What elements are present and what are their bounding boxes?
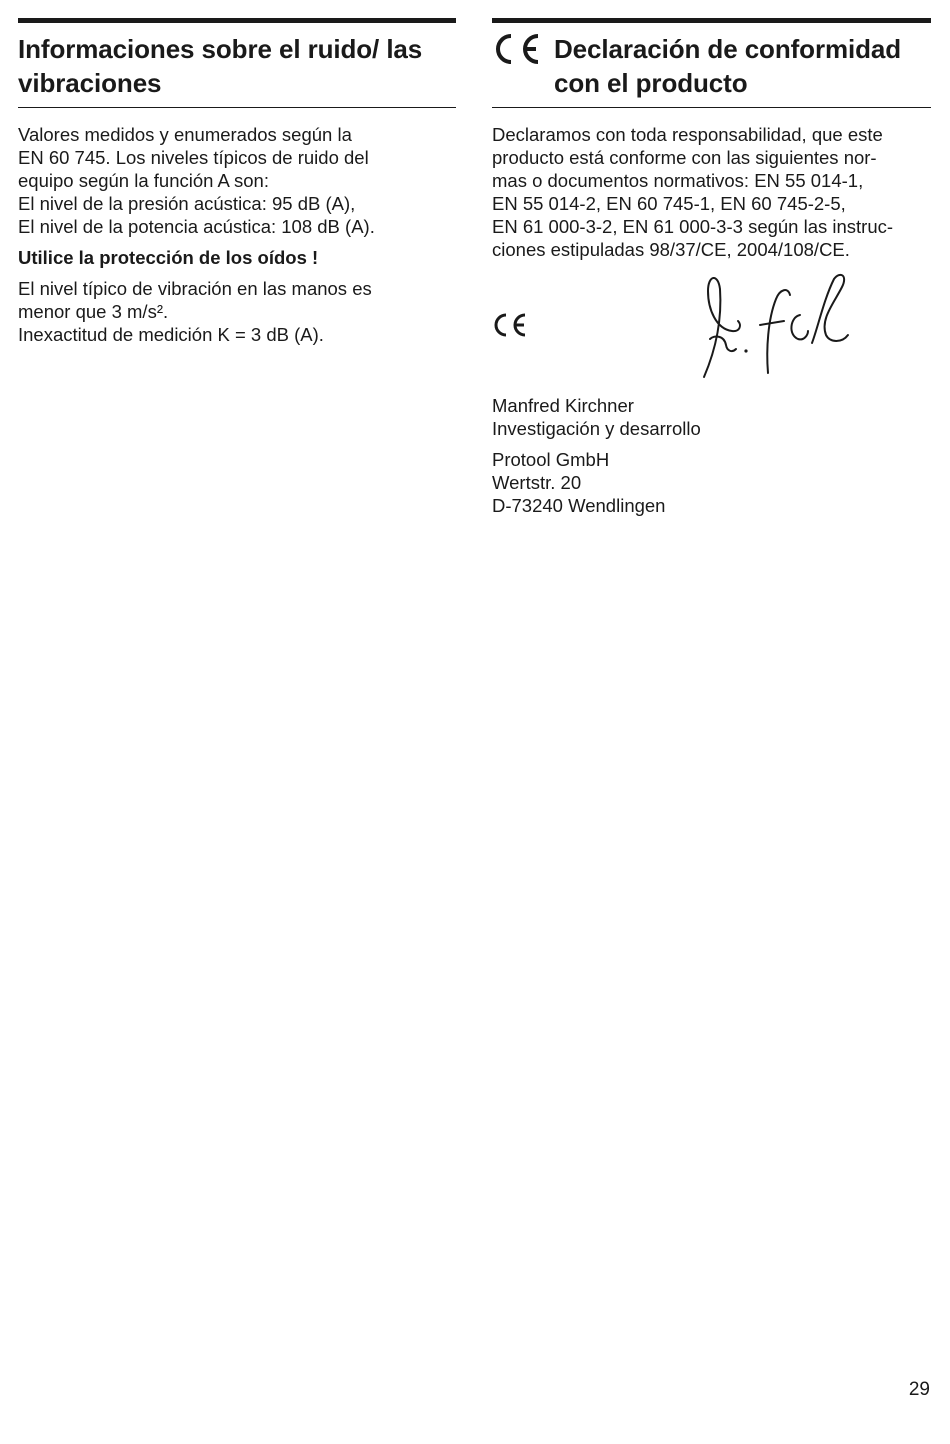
ce-mark-icon [492, 32, 542, 66]
handwritten-signature [696, 269, 852, 379]
text-line: El nivel de la potencia acústica: 108 dB (A). [18, 216, 375, 237]
signer-name: Manfred Kirchner [492, 395, 634, 416]
conformity-heading [492, 23, 931, 108]
heading-line: Declaración de conformidad [554, 34, 902, 64]
text-line: producto está conforme con las siguientes nor- [492, 147, 877, 168]
text-line: EN 60 745. Los niveles típicos de ruido del [18, 147, 369, 168]
text-line: Inexactitud de medición K = 3 dB (A). [18, 324, 324, 345]
company-address [492, 448, 931, 517]
noise-body [18, 123, 456, 346]
text-line: El nivel de la presión acústica: 95 dB (A), [18, 193, 356, 214]
noise-vibration-section [18, 18, 456, 354]
noise-heading-title [18, 32, 456, 100]
signature-area [492, 269, 931, 394]
ce-mark-icon [492, 311, 528, 339]
conformity-section [492, 18, 931, 525]
conformity-heading-title [554, 32, 931, 100]
signer-block [492, 394, 931, 440]
heading-line: Informaciones sobre el ruido/ [18, 34, 380, 64]
measured-values-paragraph [18, 123, 456, 238]
text-line: mas o documentos normativos: EN 55 014-1, [492, 170, 864, 191]
page-number: 29 [908, 1379, 930, 1400]
text-line: EN 55 014-2, EN 60 745-1, EN 60 745-2-5, [492, 193, 846, 214]
street-address: Wertstr. 20 [492, 472, 582, 493]
heading-line: las vibraciones [18, 34, 423, 98]
ear-protection-warning: Utilice la protección de los oídos ! [18, 247, 319, 268]
declaration-paragraph [492, 123, 931, 261]
text-line: equipo según la función A son: [18, 170, 269, 191]
heading-line: con el producto [554, 68, 748, 98]
conformity-body [492, 123, 931, 517]
text-line: ciones estipuladas 98/37/CE, 2004/108/CE. [492, 239, 850, 260]
company-name: Protool GmbH [492, 449, 610, 470]
text-line: menor que 3 m/s². [18, 301, 169, 322]
text-line: EN 61 000-3-2, EN 61 000-3-3 según las instruc- [492, 216, 894, 237]
city-address: D-73240 Wendlingen [492, 495, 666, 516]
signer-role: Investigación y desarrollo [492, 418, 701, 439]
text-line: El nivel típico de vibración en las manos es [18, 278, 372, 299]
text-line: Declaramos con toda responsabilidad, que este [492, 124, 883, 145]
vibration-paragraph [18, 277, 456, 346]
text-line: Valores medidos y enumerados según la [18, 124, 352, 145]
noise-heading [18, 23, 456, 108]
